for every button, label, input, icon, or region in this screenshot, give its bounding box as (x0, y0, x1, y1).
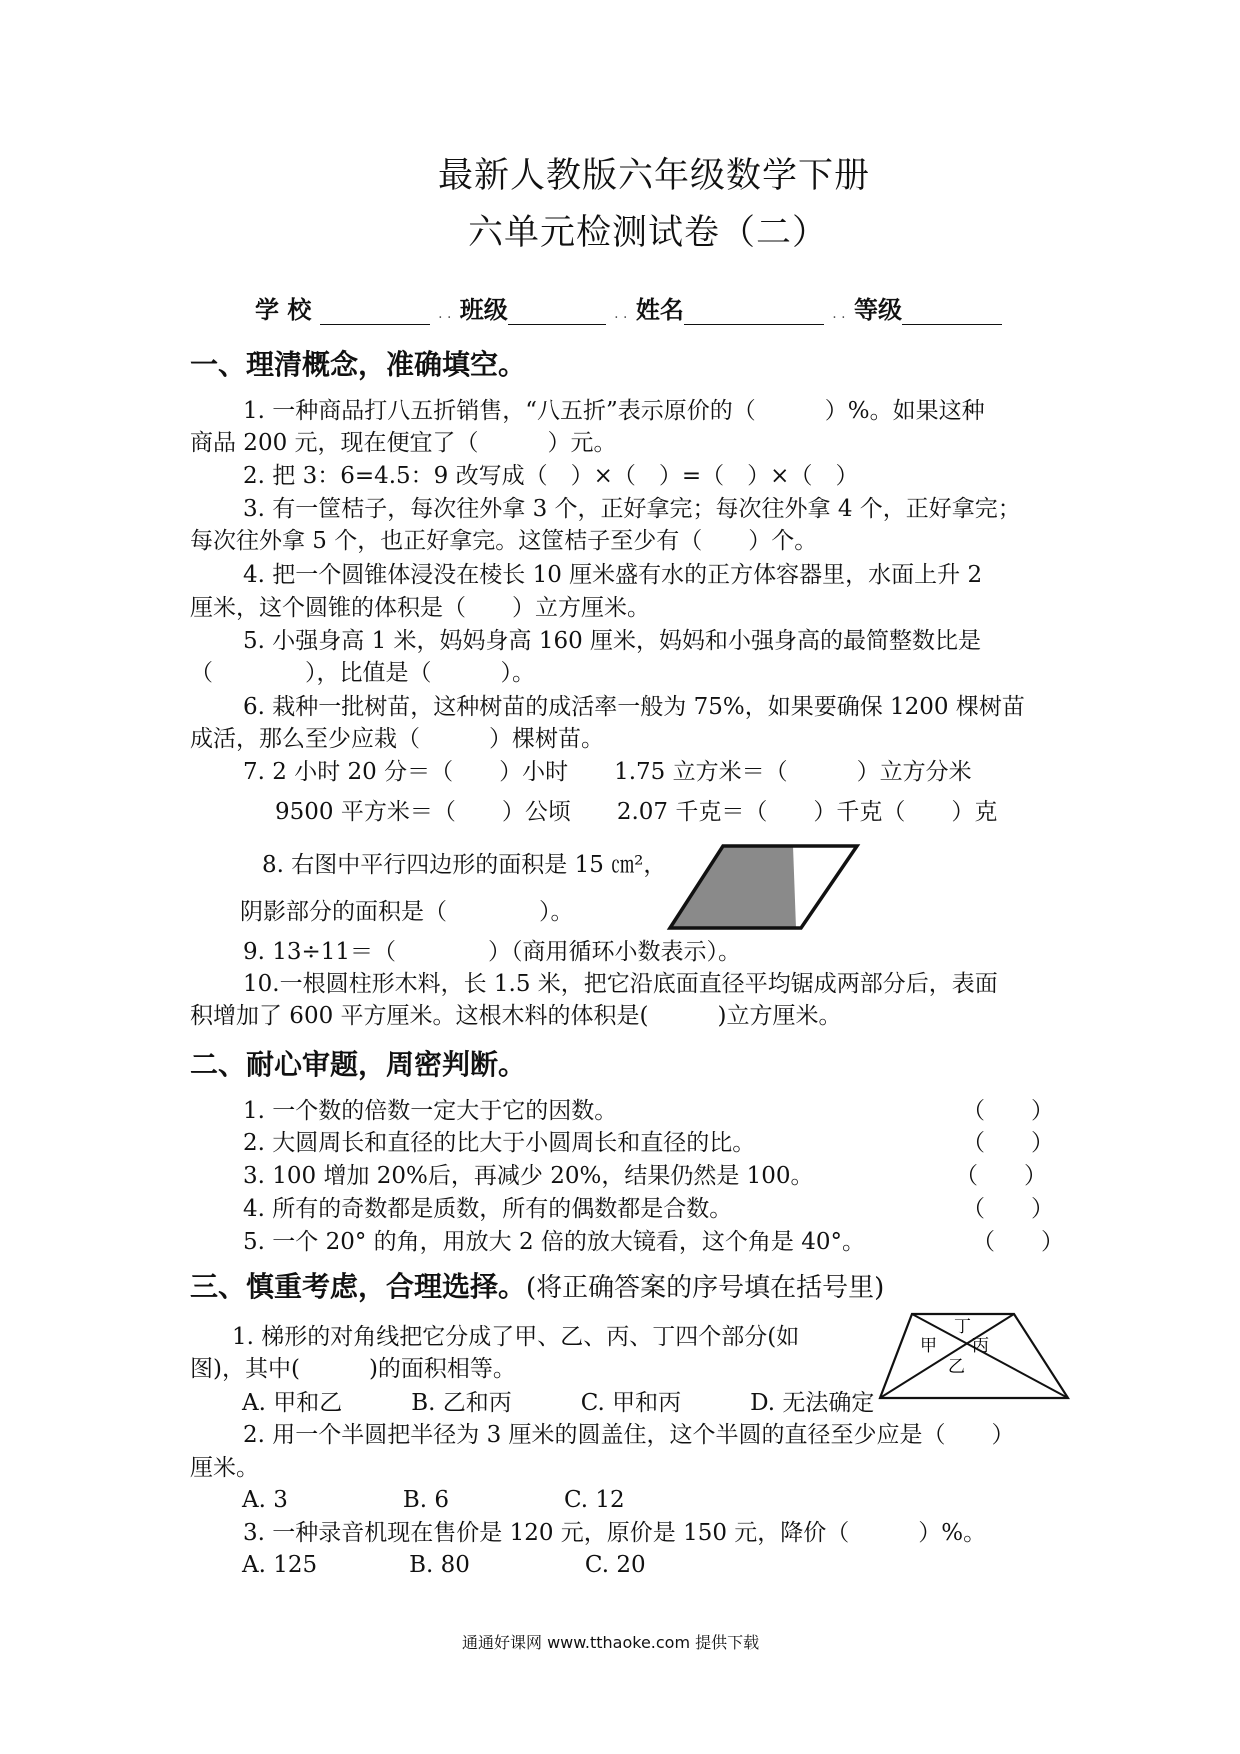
s1-q10-line1: 10.一根圆柱形木料，长 1.5 米，把它沿底面直径平均锯成两部分后，表面 (243, 971, 998, 997)
section2-heading: 二、耐心审题，周密判断。 (190, 1048, 527, 1081)
s1-q4-line2: 厘米，这个圆锥的体积是（ ）立方厘米。 (190, 595, 650, 621)
class-field[interactable] (508, 300, 606, 325)
s1-q9: 9. 13÷11＝（ ）（商用循环小数表示）。 (243, 939, 742, 965)
s1-q1-line1: 1. 一种商品打八五折销售，“八五折”表示原价的（ ）%。如果这种 (243, 398, 985, 424)
s1-q5-line2: （ ），比值是（ ）。 (190, 660, 535, 686)
s3-q2-line1: 2. 用一个半圆把半径为 3 厘米的圆盖住，这个半圆的直径至少应是（ ） (243, 1422, 1015, 1448)
s2-answer-1[interactable]: （ ） (962, 1098, 1054, 1124)
label-jia: 甲 (920, 1336, 937, 1356)
diagonal-1 (912, 1314, 1068, 1398)
grade-field[interactable] (902, 300, 1002, 325)
s1-q3-line2: 每次往外拿 5 个，也正好拿完。这筐桔子至少有（ ）个。 (190, 528, 818, 554)
shaded-triangle (670, 846, 796, 928)
grade-label: 等级 (853, 296, 902, 324)
s1-q7-line1: 7. 2 小时 20 分＝（ ）小时 1.75 立方米＝（ ）立方分米 (243, 759, 972, 785)
s1-q8-line1: 8. 右图中平行四边形的面积是 15 ㎝²， (262, 852, 667, 878)
s2-item-1: 1. 一个数的倍数一定大于它的因数。 (243, 1098, 618, 1124)
trapezoid-figure (876, 1310, 1076, 1404)
s1-q3-line1: 3. 有一筐桔子，每次往外拿 3 个，正好拿完；每次往外拿 4 个，正好拿完； (243, 496, 1021, 522)
s2-answer-5[interactable]: （ ） (972, 1229, 1064, 1255)
s1-q7-line2: 9500 平方米＝（ ）公顷 2.07 千克＝（ ）千克（ ）克 (275, 799, 998, 825)
name-label: 姓名 (635, 296, 684, 324)
s2-item-4: 4. 所有的奇数都是质数，所有的偶数都是合数。 (243, 1196, 733, 1222)
parallelogram-figure (670, 840, 860, 930)
page-title: 最新人教版六年级数学下册 (438, 156, 871, 196)
name-field[interactable] (684, 300, 824, 325)
class-label: 班级 (459, 296, 508, 324)
s1-q8-line2: 阴影部分的面积是（ ）。 (240, 899, 574, 925)
section1-heading: 一、理清概念，准确填空。 (190, 348, 527, 381)
footer-text: 通通好课网 www.tthaoke.com 提供下载 (462, 1633, 760, 1652)
s3-q1-line1: 1. 梯形的对角线把它分成了甲、乙、丙、丁四个部分(如 (232, 1324, 800, 1350)
student-info-line: 学 校 . . 班级 . . 姓名 . . 等级 (255, 290, 1002, 325)
s1-q5-line1: 5. 小强身高 1 米，妈妈身高 160 厘米，妈妈和小强身高的最简整数比是 (243, 628, 982, 654)
diagonal-2 (880, 1314, 1014, 1398)
school-field[interactable] (320, 300, 430, 325)
page-subtitle: 六单元检测试卷（二） (468, 213, 829, 253)
label-bing: 丙 (972, 1336, 989, 1356)
label-yi: 乙 (948, 1357, 965, 1377)
s2-answer-2[interactable]: （ ） (962, 1130, 1054, 1156)
s1-q10-line2: 积增加了 600 平方厘米。这根木料的体积是( )立方厘米。 (190, 1003, 842, 1029)
s3-q1-line2: 图)，其中( )的面积相等。 (190, 1356, 516, 1382)
section3-note: (将正确答案的序号填在括号里) (526, 1273, 885, 1303)
s1-q6-line2: 成活，那么至少应栽（ ）棵树苗。 (190, 726, 604, 752)
s1-q2: 2. 把 3：6=4.5：9 改写成（ ）×（ ）=（ ）×（ ） (243, 463, 859, 489)
s1-q1-line2: 商品 200 元，现在便宜了（ ）元。 (190, 430, 617, 456)
s2-answer-4[interactable]: （ ） (962, 1196, 1054, 1222)
s2-item-3: 3. 100 增加 20%后，再减少 20%，结果仍然是 100。 (243, 1163, 814, 1189)
section3-heading (190, 1265, 884, 1305)
s1-q4-line1: 4. 把一个圆锥体浸没在棱长 10 厘米盛有水的正方体容器里，水面上升 2 (243, 562, 983, 588)
s3-q3-options: A. 125 B. 80 C. 20 (242, 1552, 646, 1578)
s3-q3-line1: 3. 一种录音机现在售价是 120 元，原价是 150 元，降价（ ）%。 (243, 1520, 987, 1546)
s3-q1-options: A. 甲和乙 B. 乙和丙 C. 甲和丙 D. 无法确定 (242, 1390, 875, 1416)
s3-q2-options: A. 3 B. 6 C. 12 (242, 1487, 625, 1513)
s2-item-5: 5. 一个 20° 的角，用放大 2 倍的放大镜看，这个角是 40°。 (243, 1229, 865, 1255)
s1-q6-line1: 6. 栽种一批树苗，这种树苗的成活率一般为 75%，如果要确保 1200 棵树苗 (243, 694, 1025, 720)
school-label: 学 校 (255, 296, 312, 324)
s2-item-2: 2. 大圆周长和直径的比大于小圆周长和直径的比。 (243, 1130, 756, 1156)
s3-q2-line2: 厘米。 (190, 1455, 259, 1481)
s2-answer-3[interactable]: （ ） (955, 1163, 1047, 1189)
section3-heading-text: 三、慎重考虑，合理选择。 (190, 1270, 527, 1303)
label-ding: 丁 (954, 1317, 971, 1337)
trapezoid-outline (880, 1314, 1068, 1398)
